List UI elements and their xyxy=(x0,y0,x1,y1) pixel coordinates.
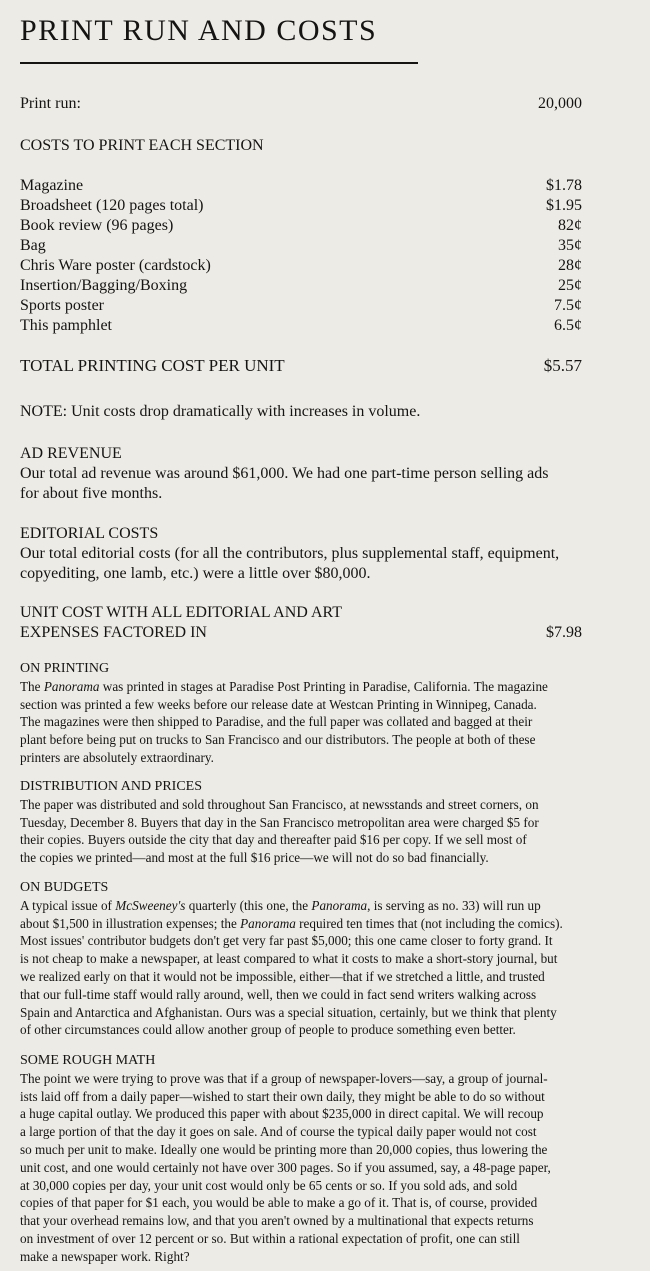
editorial-line: copyediting, one lamb, etc.) were a little over $80,000. xyxy=(20,565,371,582)
text-segment: copies of that paper for $1 each, you would be able to make a go of it. That is, of course, provided xyxy=(20,1195,538,1211)
total-value: $5.57 xyxy=(543,356,582,375)
cost-row xyxy=(20,216,582,236)
text-segment: Most issues' contributor budgets don't get very far past $5,000; this one came closer to forty grand. It xyxy=(20,933,553,949)
cost-value: 35¢ xyxy=(558,237,582,254)
editorial-line: Our total editorial costs (for all the contributors, plus supplemental staff, equipment, xyxy=(20,545,560,562)
cost-value: 6.5¢ xyxy=(554,317,582,334)
text-line xyxy=(20,986,632,1004)
cost-label: Sports poster xyxy=(20,297,104,314)
ad-revenue-line: for about five months. xyxy=(20,485,163,502)
text-line xyxy=(20,1004,632,1022)
text-segment: The xyxy=(20,678,44,694)
cost-value: 82¢ xyxy=(558,217,582,234)
text-segment: The paper was distributed and sold throughout San Francisco, at newsstands and street corners, on xyxy=(20,796,539,812)
text-segment: of other circumstances could allow another group of people to produce something even better. xyxy=(20,1022,516,1038)
text-line xyxy=(20,1248,632,1266)
text-segment: the copies we printed—and most at the full $16 price—we will not do so bad financially. xyxy=(20,850,489,866)
text-segment: a huge capital outlay. We produced this paper with about $235,000 in direct capital. We will recoup xyxy=(20,1106,544,1122)
section-heading: ON PRINTING xyxy=(20,661,110,676)
cost-label: Broadsheet (120 pages total) xyxy=(20,197,204,214)
costs-heading: COSTS TO PRINT EACH SECTION xyxy=(20,137,264,154)
unit-cost-label-line: UNIT COST WITH ALL EDITORIAL AND ART xyxy=(20,604,342,621)
page-title: PRINT RUN AND COSTS xyxy=(20,14,378,47)
text-line xyxy=(20,713,632,731)
text-segment: printers are absolutely extraordinary. xyxy=(20,749,214,765)
text-segment: that our full-time staff would rally around, well, then we could in fact send writers walking across xyxy=(20,986,537,1002)
text-segment: about $1,500 in illustration expenses; the xyxy=(20,915,241,931)
cost-row xyxy=(20,196,582,216)
text-segment: A typical issue of xyxy=(20,897,116,913)
text-line xyxy=(20,897,632,915)
text-line xyxy=(20,1105,632,1123)
section-heading: ON BUDGETS xyxy=(20,880,109,895)
ad-revenue-line: Our total ad revenue was around $61,000. We had one part-time person selling ads xyxy=(20,465,549,482)
text-line xyxy=(20,796,632,814)
text-line xyxy=(20,678,632,696)
text-segment: The point we were trying to prove was that if a group of newspaper-lovers—say, a group of journal- xyxy=(20,1070,548,1086)
volume-note: NOTE: Unit costs drop dramatically with increases in volume. xyxy=(20,403,421,420)
cost-value: 28¢ xyxy=(558,257,582,274)
text-line xyxy=(20,1088,632,1106)
total-row xyxy=(20,356,582,376)
text-segment: required ten times that (not including the comics). xyxy=(295,915,563,931)
text-segment: Spain and Antarctica and Afghanistan. Ours was a special situation, certainly, but we think that plenty xyxy=(20,1004,557,1020)
text-segment: so much per unit to make. Ideally one would be printing more than 20,000 copies, thus lowering the xyxy=(20,1141,548,1157)
cost-row xyxy=(20,236,582,256)
text-line xyxy=(20,1141,632,1159)
text-segment: we realized early on that it would not be impossible, either—that if we stretched a little, and trusted xyxy=(20,968,545,984)
text-segment: ists laid off from a daily paper—wished to start their own daily, they might be able to do so without xyxy=(20,1088,545,1104)
cost-row xyxy=(20,296,582,316)
total-label: TOTAL PRINTING COST PER UNIT xyxy=(20,356,285,375)
cost-row xyxy=(20,276,582,296)
italic-title: Panorama xyxy=(43,678,100,694)
text-segment: The magazines were then shipped to Paradise, and the full paper was collated and bagged at their xyxy=(20,714,533,730)
text-segment: unit cost, and one would certainly not have over 300 pages. So if you assumed, say, a 48-page paper, xyxy=(20,1159,551,1175)
cost-label: Book review (96 pages) xyxy=(20,217,174,234)
cost-label: This pamphlet xyxy=(20,317,112,334)
budgets-section xyxy=(20,879,632,1039)
text-segment: quarterly (this one, the xyxy=(185,897,312,913)
unit-cost-value: $7.98 xyxy=(546,624,582,641)
text-line xyxy=(20,849,632,867)
italic-title: McSweeney's xyxy=(115,897,186,913)
text-line xyxy=(20,1194,632,1212)
title-underline xyxy=(20,62,418,64)
ad-revenue-section xyxy=(20,444,630,504)
text-line xyxy=(20,814,632,832)
text-line xyxy=(20,1159,632,1177)
rough-math-section xyxy=(20,1052,632,1266)
cost-label: Insertion/Bagging/Boxing xyxy=(20,277,188,294)
cost-label: Bag xyxy=(20,237,46,254)
cost-value: $1.78 xyxy=(546,177,582,194)
on-printing-section xyxy=(20,660,632,767)
cost-value: 7.5¢ xyxy=(554,297,582,314)
text-segment: that your overhead remains low, and that you aren't owned by a multinational that expects returns xyxy=(20,1213,534,1229)
print-run-row xyxy=(20,94,582,114)
editorial-heading: EDITORIAL COSTS xyxy=(20,525,159,542)
text-line xyxy=(20,731,632,749)
cost-label: Chris Ware poster (cardstock) xyxy=(20,257,211,274)
text-line xyxy=(20,1212,632,1230)
cost-value: 25¢ xyxy=(558,277,582,294)
unit-cost-row xyxy=(20,603,582,643)
text-line xyxy=(20,1230,632,1248)
text-segment: their copies. Buyers outside the city that day and thereafter paid $16 per copy. If we sell most of xyxy=(20,832,527,848)
cost-value: $1.95 xyxy=(546,197,582,214)
print-run-label: Print run: xyxy=(20,95,81,112)
text-segment: , is serving as no. 33) will run up xyxy=(367,897,541,913)
cost-row xyxy=(20,256,582,276)
text-segment: Tuesday, December 8. Buyers that day in the San Francisco metropolitan area were charged $5 for xyxy=(20,814,539,830)
text-line xyxy=(20,831,632,849)
unit-cost-label-line: EXPENSES FACTORED IN xyxy=(20,624,207,641)
text-segment: make a newspaper work. Right? xyxy=(20,1248,190,1264)
text-line xyxy=(20,968,632,986)
italic-title: Panorama xyxy=(311,897,368,913)
text-line xyxy=(20,1021,632,1039)
text-line xyxy=(20,915,632,933)
text-segment: was printed in stages at Paradise Post Printing in Paradise, California. The magazine xyxy=(99,678,548,694)
editorial-section xyxy=(20,524,630,584)
cost-label: Magazine xyxy=(20,177,84,194)
text-line xyxy=(20,696,632,714)
text-segment: section was printed a few weeks before our release date at Westcan Printing in Winnipeg, Canada. xyxy=(20,696,537,712)
ad-revenue-heading: AD REVENUE xyxy=(20,445,122,462)
text-line xyxy=(20,749,632,767)
text-segment: plant before being put on trucks to San Francisco and our distributors. The people at both of these xyxy=(20,732,536,748)
text-segment: on investment of over 12 percent or so. But within a rational expectation of profit, one can still xyxy=(20,1230,520,1246)
italic-title: Panorama xyxy=(240,915,296,931)
text-line xyxy=(20,932,632,950)
text-line xyxy=(20,950,632,968)
text-segment: a large portion of that the day it goes on sale. And of course the typical daily paper would not cost xyxy=(20,1124,537,1140)
distribution-section xyxy=(20,778,632,867)
section-heading: SOME ROUGH MATH xyxy=(20,1053,156,1068)
text-segment: is not cheap to make a newspaper, at least compared to what it costs to make a short-story journal, but xyxy=(20,951,558,967)
text-line xyxy=(20,1070,632,1088)
section-heading: DISTRIBUTION AND PRICES xyxy=(20,779,203,794)
print-run-value: 20,000 xyxy=(538,95,582,112)
text-line xyxy=(20,1123,632,1141)
text-segment: at 30,000 copies per day, your unit cost would only be 65 cents or so. If you sold ads, and sold xyxy=(20,1177,518,1193)
cost-row xyxy=(20,176,582,196)
cost-row xyxy=(20,316,582,336)
text-line xyxy=(20,1177,632,1195)
